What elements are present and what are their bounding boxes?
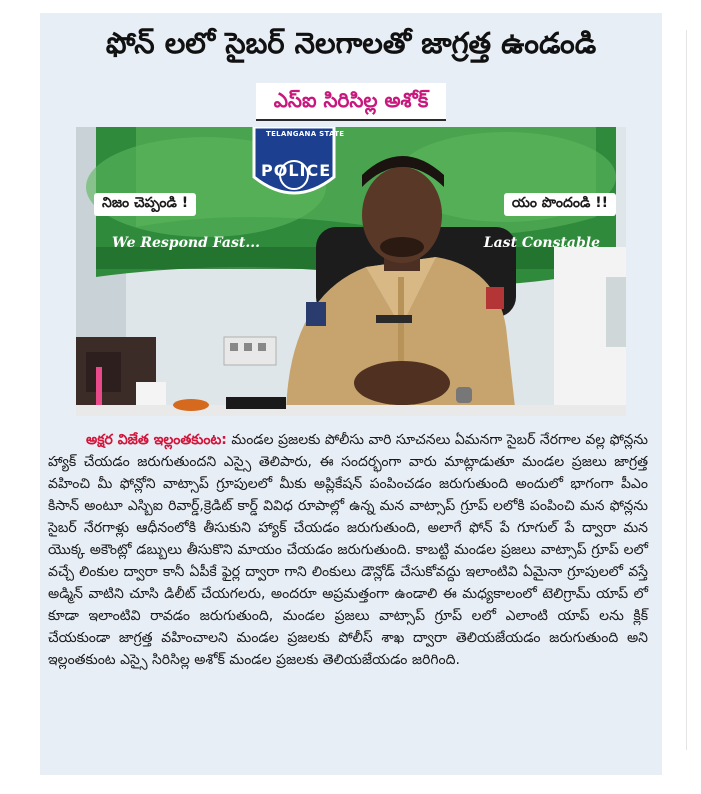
dateline: అక్షర విజేత ఇల్లంతకుంట: <box>86 432 227 448</box>
wall-sign-left: నిజం చెప్పండి ! <box>94 193 196 216</box>
byline-container <box>40 83 662 121</box>
badge-state-text: TELANGANA STATE <box>266 130 345 138</box>
badge-police-text: POLICE <box>261 161 332 180</box>
wall-sign-right: యం పొందండి !! <box>504 193 616 216</box>
article-text: మండల ప్రజలకు పోలీసు వారి సూచనలు ఏమనగా సైబర్ నేరగాల వల్ల ఫోన్లను హ్యాక్ చేయడం జరుగుతుందని ఎస్సై తెలిపారు, ఈ సందర్భంగా వారు మాట్లాడుతూ మండల ప్రజలు జాగ్రత్త వహించి మీ ఫోన్లోని వాట్సాప్ గ్రూపులలో మీకు అప్లికేషన్ పంపించడం జరుగుతుంది అందులో భాగంగా పీఎం కిసాన్ అంటూ ఎస్బిఐ రివార్డ్,క్రెడిట్ కార్డ్ వివిధ రూపాల్లో ఉన్న మన వాట్సాప్ గ్రూప్ లలోకి పంపించి మన ఫోన్లను సైబర్ నేరగాళ్లు ఆధీనంలోకి తీసుకుని హ్యాక్ చేయడం జరుగుతుంది, అలాగే ఫోన్ పే గూగుల్ పే ద్వారా మన యొక్క అకౌంట్లో డబ్బులు తీసుకొని మాయం చేయడం జరుగుతుంది. కాబట్టి మండల ప్రజలు వాట్సాప్ గ్రూప్ లలో వచ్చే లింకుల ద్వారా కానీ ఏపీకే ఫైర్ల ద్వారా గాని లింకులు డౌన్లోడ్ చేసుకోవద్దు ఇలాంటివి ఏమైనా గ్రూపులలో వస్తే అడ్మిన్ వాటిని చూసి డిలీట్ చేయగలరు, అందరూ అప్రమత్తంగా ఉండాలి ఈ మధ్యకాలంలో టెలిగ్రామ్ యాప్ లో కూడా ఇలాంటివి రావడం జరుగుతుంది, మండల ప్రజలు వాట్సాప్ గ్రూప్ లలో ఎలాంటి యాప్ లను క్లిక్ చేయకుండా జాగ్రత్త వహించాలని మండల ప్రజలకు పోలీస్ శాఖ ద్వారా తెలియజేయడం జరుగుతుంది అని ఇల్లంతకుంట ఎస్సై సిరిసిల్ల అశోక్ మండల ప్రజలకు తెలియజేయడం జరిగింది. <box>48 432 649 668</box>
headline: ఫోన్ లలో సైబర్ నెలగాలతో జాగ్రత్త ఉండండి <box>105 26 597 60</box>
photo-illustration <box>76 127 626 416</box>
article-body <box>48 429 648 671</box>
news-photo <box>76 127 626 416</box>
margin-line <box>686 30 687 750</box>
slogan-right: Last Constable <box>483 235 600 251</box>
news-clipping <box>40 13 662 775</box>
byline: ఎస్ఐ సిరిసిల్ల అశోక్ <box>256 83 447 121</box>
slogan-left: We Respond Fast... <box>112 235 260 251</box>
